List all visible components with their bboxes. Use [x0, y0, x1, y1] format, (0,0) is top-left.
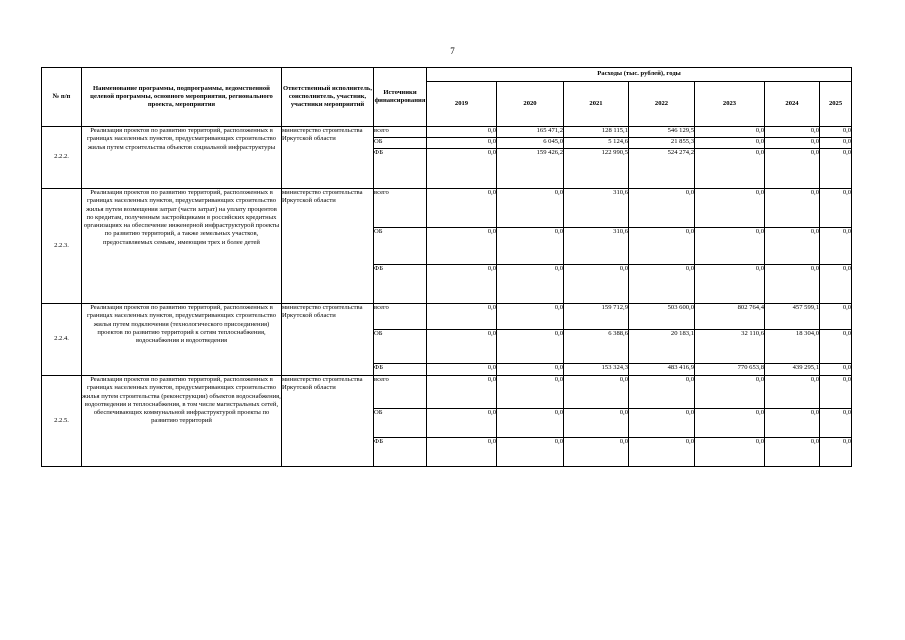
- value-cell: 0,0: [765, 138, 820, 149]
- value-cell: 483 416,9: [629, 364, 695, 376]
- value-cell: 0,0: [427, 127, 497, 138]
- item-name: Реализация проектов по развитию территорий, расположенных в границах населенных пунктов, предусматривающих строительство жилья путем возмещения затрат (части затрат) на уплату процентов по кредитам, полученным застройщиками в российских кредитных организациях на обеспечение инженерной инфраструктурой проекты по развитию территорий, а также земельных участков, предоставляемых семьям, имеющим трех и более детей: [82, 189, 282, 304]
- header-name: Наименование программы, подпрограммы, ведомственной целевой программы, основного мероприятия, регионального проекта, мероприятия: [82, 68, 282, 127]
- item-responsible: министерство строительства Иркутской области: [282, 304, 374, 376]
- value-cell: 0,0: [564, 265, 629, 304]
- value-cell: 0,0: [765, 376, 820, 409]
- source-cell: ОБ: [374, 409, 427, 438]
- header-year: 2019: [427, 82, 497, 127]
- value-cell: 0,0: [497, 228, 564, 265]
- header-responsible: Ответственный исполнитель, соисполнитель, участник, участники мероприятий: [282, 68, 374, 127]
- value-cell: 32 110,6: [695, 330, 765, 364]
- header-year: 2021: [564, 82, 629, 127]
- item-responsible: министерство строительства Иркутской области: [282, 189, 374, 304]
- header-num: № п/п: [42, 68, 82, 127]
- value-cell: 0,0: [820, 265, 852, 304]
- source-cell: ОБ: [374, 330, 427, 364]
- value-cell: 0,0: [765, 409, 820, 438]
- value-cell: 0,0: [695, 149, 765, 189]
- value-cell: 0,0: [427, 364, 497, 376]
- page-number: 7: [450, 46, 455, 56]
- value-cell: 0,0: [820, 149, 852, 189]
- value-cell: 802 764,4: [695, 304, 765, 330]
- header-year: 2023: [695, 82, 765, 127]
- source-cell: ФБ: [374, 364, 427, 376]
- source-cell: ФБ: [374, 438, 427, 467]
- value-cell: 0,0: [820, 376, 852, 409]
- value-cell: 0,0: [765, 127, 820, 138]
- value-cell: 153 324,3: [564, 364, 629, 376]
- value-cell: 0,0: [629, 189, 695, 228]
- value-cell: 0,0: [427, 228, 497, 265]
- value-cell: 0,0: [629, 265, 695, 304]
- value-cell: 439 295,1: [765, 364, 820, 376]
- value-cell: 524 274,2: [629, 149, 695, 189]
- source-cell: ФБ: [374, 265, 427, 304]
- value-cell: 0,0: [497, 265, 564, 304]
- value-cell: 0,0: [427, 376, 497, 409]
- value-cell: 0,0: [427, 189, 497, 228]
- value-cell: 0,0: [427, 438, 497, 467]
- header-year: 2022: [629, 82, 695, 127]
- value-cell: 0,0: [695, 438, 765, 467]
- value-cell: 310,6: [564, 228, 629, 265]
- value-cell: 0,0: [629, 438, 695, 467]
- value-cell: 0,0: [629, 409, 695, 438]
- value-cell: 0,0: [497, 376, 564, 409]
- value-cell: 770 653,8: [695, 364, 765, 376]
- value-cell: 0,0: [564, 409, 629, 438]
- value-cell: 310,6: [564, 189, 629, 228]
- source-cell: всего: [374, 189, 427, 228]
- value-cell: 0,0: [820, 138, 852, 149]
- value-cell: 0,0: [820, 304, 852, 330]
- value-cell: 0,0: [427, 138, 497, 149]
- value-cell: 0,0: [427, 330, 497, 364]
- value-cell: 0,0: [695, 189, 765, 228]
- value-cell: 0,0: [820, 189, 852, 228]
- value-cell: 0,0: [765, 228, 820, 265]
- value-cell: 0,0: [820, 364, 852, 376]
- value-cell: 0,0: [427, 304, 497, 330]
- source-cell: всего: [374, 304, 427, 330]
- item-responsible: министерство строительства Иркутской области: [282, 127, 374, 189]
- header-year: 2020: [497, 82, 564, 127]
- source-cell: ОБ: [374, 228, 427, 265]
- item-code: 2.2.2.: [42, 127, 82, 189]
- source-cell: всего: [374, 376, 427, 409]
- value-cell: 503 600,0: [629, 304, 695, 330]
- value-cell: 18 304,0: [765, 330, 820, 364]
- value-cell: 0,0: [695, 409, 765, 438]
- value-cell: 0,0: [765, 149, 820, 189]
- value-cell: 0,0: [820, 127, 852, 138]
- value-cell: 0,0: [564, 376, 629, 409]
- item-code: 2.2.3.: [42, 189, 82, 304]
- item-code: 2.2.4.: [42, 304, 82, 376]
- item-name: Реализация проектов по развитию территорий, расположенных в границах населенных пунктов, предусматривающих строительство жилья путем строительства объектов социальной инфраструктуры: [82, 127, 282, 189]
- value-cell: 0,0: [497, 304, 564, 330]
- source-cell: ФБ: [374, 149, 427, 189]
- value-cell: 165 471,2: [497, 127, 564, 138]
- value-cell: 0,0: [695, 138, 765, 149]
- value-cell: 0,0: [564, 438, 629, 467]
- value-cell: 0,0: [427, 409, 497, 438]
- budget-table: [41, 67, 852, 467]
- value-cell: 5 124,6: [564, 138, 629, 149]
- value-cell: 6 045,0: [497, 138, 564, 149]
- value-cell: 0,0: [497, 409, 564, 438]
- value-cell: 159 712,9: [564, 304, 629, 330]
- value-cell: 0,0: [427, 265, 497, 304]
- item-name: Реализация проектов по развитию территорий, расположенных в границах населенных пунктов, предусматривающих строительство жилья путем строительства (реконструкции) объектов водоснабжения, водоотведения и теплоснабжения, в том числе магистральных сетей, обеспечивающих коммунальной инфраструктурой проекты по развитию территорий: [82, 376, 282, 467]
- value-cell: 0,0: [695, 228, 765, 265]
- item-responsible: министерство строительства Иркутской области: [282, 376, 374, 467]
- value-cell: 0,0: [497, 330, 564, 364]
- header-source: Источники финансирования: [374, 68, 427, 127]
- value-cell: 0,0: [820, 438, 852, 467]
- value-cell: 0,0: [695, 265, 765, 304]
- header-year: 2025: [820, 82, 852, 127]
- value-cell: 0,0: [427, 149, 497, 189]
- value-cell: 0,0: [497, 364, 564, 376]
- value-cell: 0,0: [820, 409, 852, 438]
- value-cell: 0,0: [629, 228, 695, 265]
- value-cell: 0,0: [695, 376, 765, 409]
- item-name: Реализация проектов по развитию территорий, расположенных в границах населенных пунктов, предусматривающих строительство жилья путем подключения (технологического присоединения) проектов по развитию территорий к сетям теплоснабжения, водоснабжения и водоотведения: [82, 304, 282, 376]
- value-cell: 128 115,1: [564, 127, 629, 138]
- source-cell: ОБ: [374, 138, 427, 149]
- value-cell: 122 990,5: [564, 149, 629, 189]
- item-code: 2.2.5.: [42, 376, 82, 467]
- header-expenses: Расходы (тыс. рублей), годы: [427, 68, 852, 82]
- value-cell: 546 129,5: [629, 127, 695, 138]
- value-cell: 0,0: [695, 127, 765, 138]
- value-cell: 0,0: [820, 228, 852, 265]
- value-cell: 0,0: [765, 189, 820, 228]
- value-cell: 21 855,3: [629, 138, 695, 149]
- value-cell: 0,0: [765, 265, 820, 304]
- value-cell: 0,0: [629, 376, 695, 409]
- value-cell: 457 599,1: [765, 304, 820, 330]
- value-cell: 20 183,1: [629, 330, 695, 364]
- header-year: 2024: [765, 82, 820, 127]
- value-cell: 159 426,2: [497, 149, 564, 189]
- value-cell: 6 388,6: [564, 330, 629, 364]
- value-cell: 0,0: [497, 189, 564, 228]
- value-cell: 0,0: [765, 438, 820, 467]
- value-cell: 0,0: [820, 330, 852, 364]
- value-cell: 0,0: [497, 438, 564, 467]
- source-cell: всего: [374, 127, 427, 138]
